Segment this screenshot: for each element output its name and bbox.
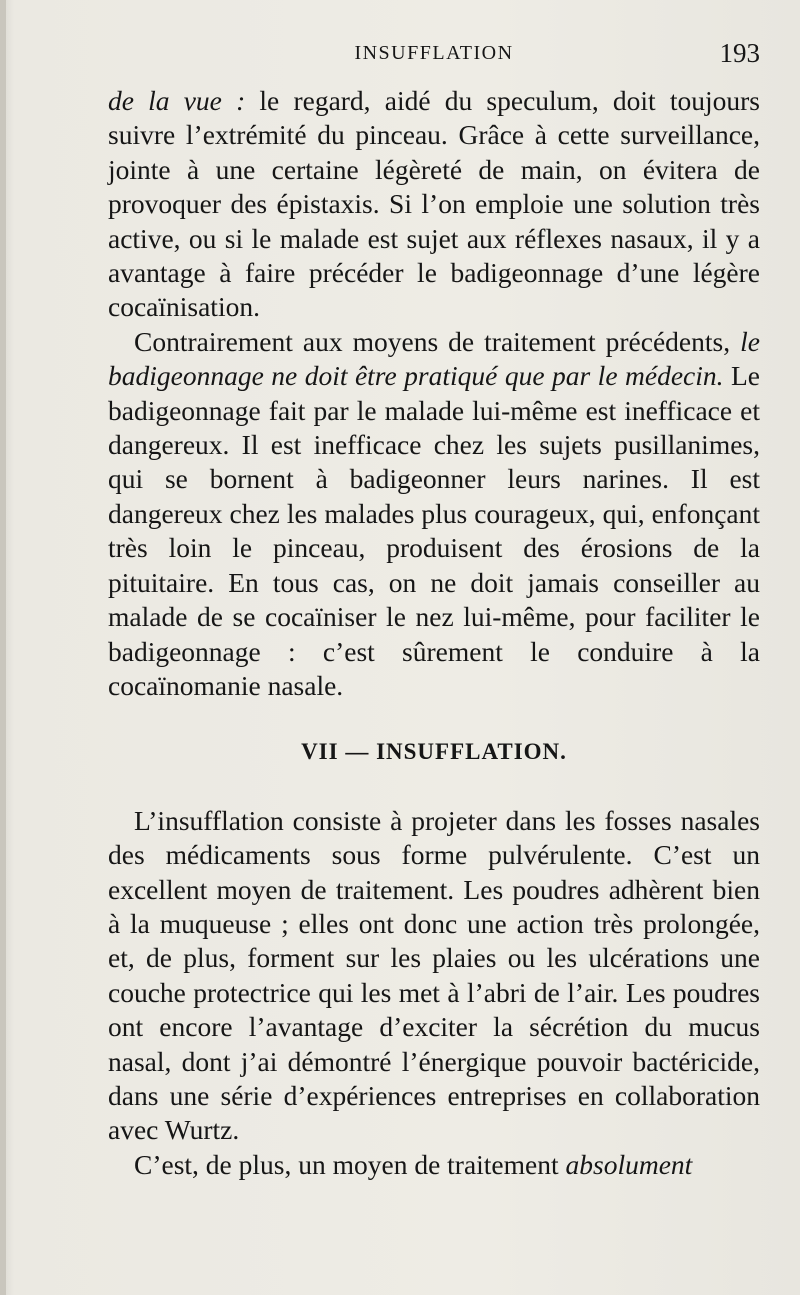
running-title: INSUFFLATION — [354, 42, 514, 64]
paragraph-1-text: le regard, aidé du speculum, doit toujours suivre l’extrémité du pinceau. Grâce à cette surveillance, jointe à une certaine légèreté de main, on évitera de provoquer des épistaxis. Si l’on emploie une solution très active, ou si le malade est sujet aux réflexes nasaux, il y a avantage à faire précéder le badigeonnage d’une légère cocaïnisation. — [108, 85, 760, 323]
page-number: 193 — [719, 38, 760, 68]
section-heading: VII — INSUFFLATION. — [301, 739, 567, 765]
paragraph-2 — [108, 325, 760, 703]
running-head — [108, 40, 760, 70]
paragraph-1-italic-start: de la vue : — [108, 85, 246, 116]
paragraph-1 — [108, 84, 760, 325]
paragraph-2-italic: le badigeonnage ne doit être pratiqué que par le médecin. — [108, 325, 760, 392]
paragraph-4-italic: absolument — [565, 1148, 693, 1180]
body-text — [108, 84, 760, 1182]
paragraph-3: L’insufflation consiste à projeter dans les fosses nasales des médicaments sous forme pulvérulente. C’est un excellent moyen de traitement. Les poudres adhèrent bien à la muqueuse ; elles ont donc une action très prolongée, et, de plus, forment sur les plaies ou les ulcérations une couche protectrice qui les met à l’abri de l’air. Les poudres ont encore l’avantage d’exciter la sécrétion du mucus nasal, dont j’ai démontré l’énergique pouvoir bactéricide, dans une série d’expériences entreprises en collaboration avec Wurtz. — [108, 804, 760, 1146]
page-edge-shadow — [0, 0, 6, 1295]
paragraph-4-lead: C’est, de plus, un moyen de traitement — [134, 1148, 566, 1180]
paragraph-2-lead: Contrairement aux moyens de traitement précédents, — [134, 325, 741, 357]
paragraph-2-rest: Le badigeonnage fait par le malade lui-même est inefficace et dangereux. Il est inefficace chez les sujets pusillanimes, qui se bornent à badigeonner leurs narines. Il est dangereux chez les malades plus courageux, qui, enfonçant très loin le pinceau, produisent des érosions de la pituitaire. En tous cas, on ne doit jamais conseiller au malade de se cocaïniser le nez lui-même, pour faciliter le badigeonnage : c’est sûrement le conduire à la cocaïnomanie nasale. — [108, 360, 760, 701]
paragraph-4 — [108, 1148, 760, 1182]
